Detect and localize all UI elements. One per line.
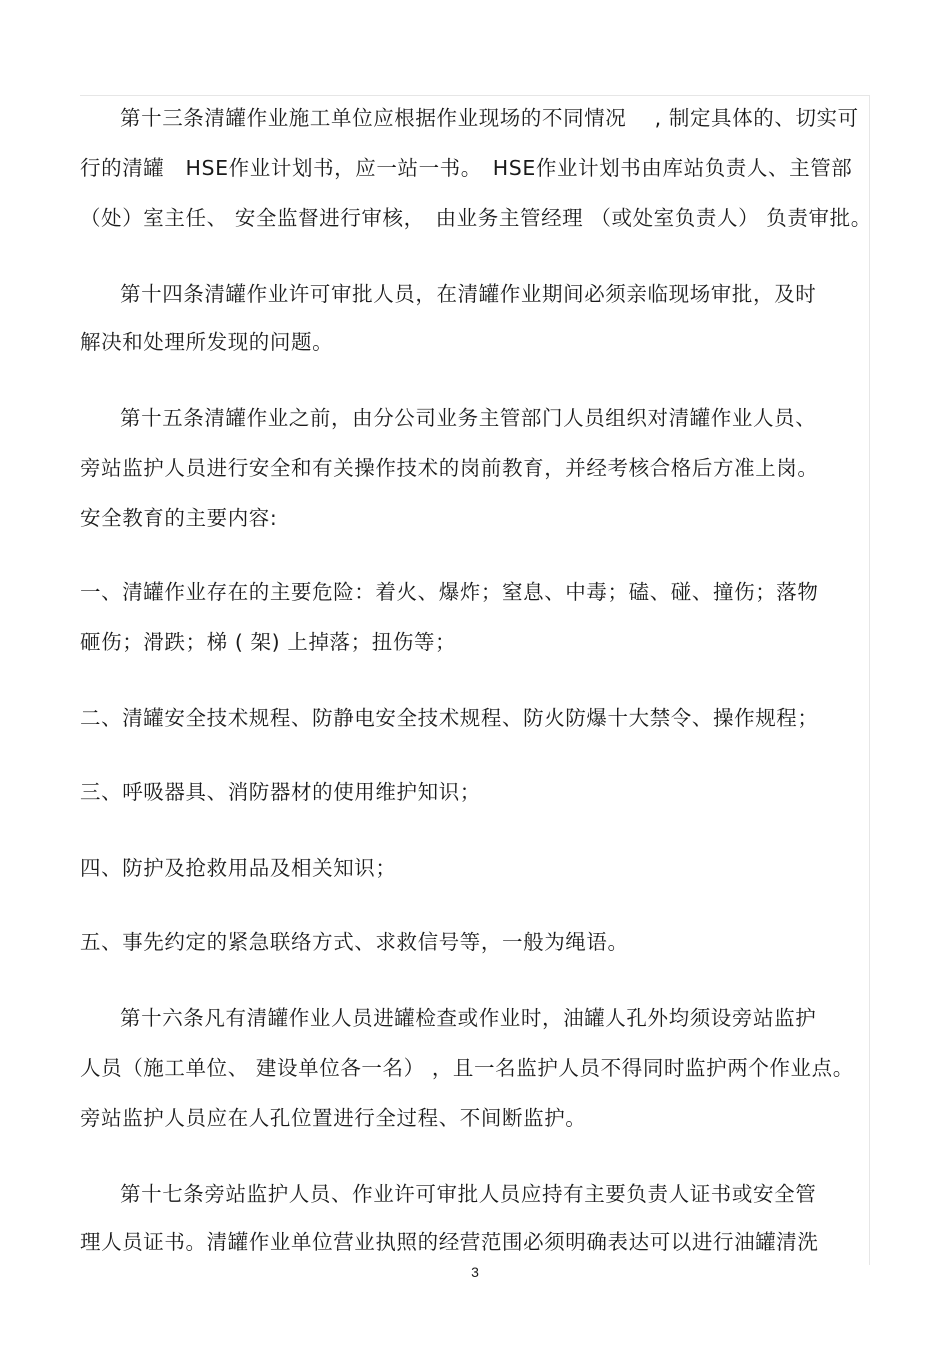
text-line: 第十五条清罐作业之前，由分公司业务主管部门人员组织对清罐作业人员、 <box>120 406 817 430</box>
text-line: 旁站监护人员应在人孔位置进行全过程、不间断监护。 <box>80 1106 587 1130</box>
page-frame-right <box>869 95 870 1265</box>
text-line: 四、防护及抢救用品及相关知识； <box>80 856 397 880</box>
text-line: 旁站监护人员进行安全和有关操作技术的岗前教育，并经考核合格后方准上岗。 <box>80 456 819 480</box>
text-line: 二、清罐安全技术规程、防静电安全技术规程、防火防爆十大禁令、操作规程； <box>80 706 819 730</box>
text-line: 解决和处理所发现的问题。 <box>80 330 334 354</box>
text-line: 一、清罐作业存在的主要危险：着火、爆炸；窒息、中毒；磕、碰、撞伤；落物 <box>80 580 819 604</box>
text-line: 砸伤；滑跌；梯 ( 架) 上掉落；扭伤等； <box>80 630 457 654</box>
text-line: 第十六条凡有清罐作业人员进罐检查或作业时，油罐人孔外均须设旁站监护 <box>120 1006 817 1030</box>
text-line: （处）室主任、 安全监督进行审核， 由业务主管经理 （或处室负责人） 负责审批。 <box>80 206 872 230</box>
text-line: 第十三条清罐作业施工单位应根据作业现场的不同情况 , 制定具体的、切实可 <box>120 106 859 130</box>
text-line: 理人员证书。清罐作业单位营业执照的经营范围必须明确表达可以进行油罐清洗 <box>80 1230 819 1254</box>
text-line: 人员（施工单位、 建设单位各一名） ，且一名监护人员不得同时监护两个作业点。 <box>80 1056 854 1080</box>
page-number: 3 <box>471 1264 479 1280</box>
page-frame-top <box>80 95 870 96</box>
text-line: 安全教育的主要内容: <box>80 506 278 530</box>
text-line: 第十七条旁站监护人员、作业许可审批人员应持有主要负责人证书或安全管 <box>120 1182 817 1206</box>
text-line: 第十四条清罐作业许可审批人员，在清罐作业期间必须亲临现场审批，及时 <box>120 282 817 306</box>
text-line: 三、呼吸器具、消防器材的使用维护知识； <box>80 780 481 804</box>
text-line: 行的清罐 HSE作业计划书，应一站一书。 HSE作业计划书由库站负责人、主管部 <box>80 156 853 180</box>
text-line: 五、事先约定的紧急联络方式、求救信号等，一般为绳语。 <box>80 930 629 954</box>
